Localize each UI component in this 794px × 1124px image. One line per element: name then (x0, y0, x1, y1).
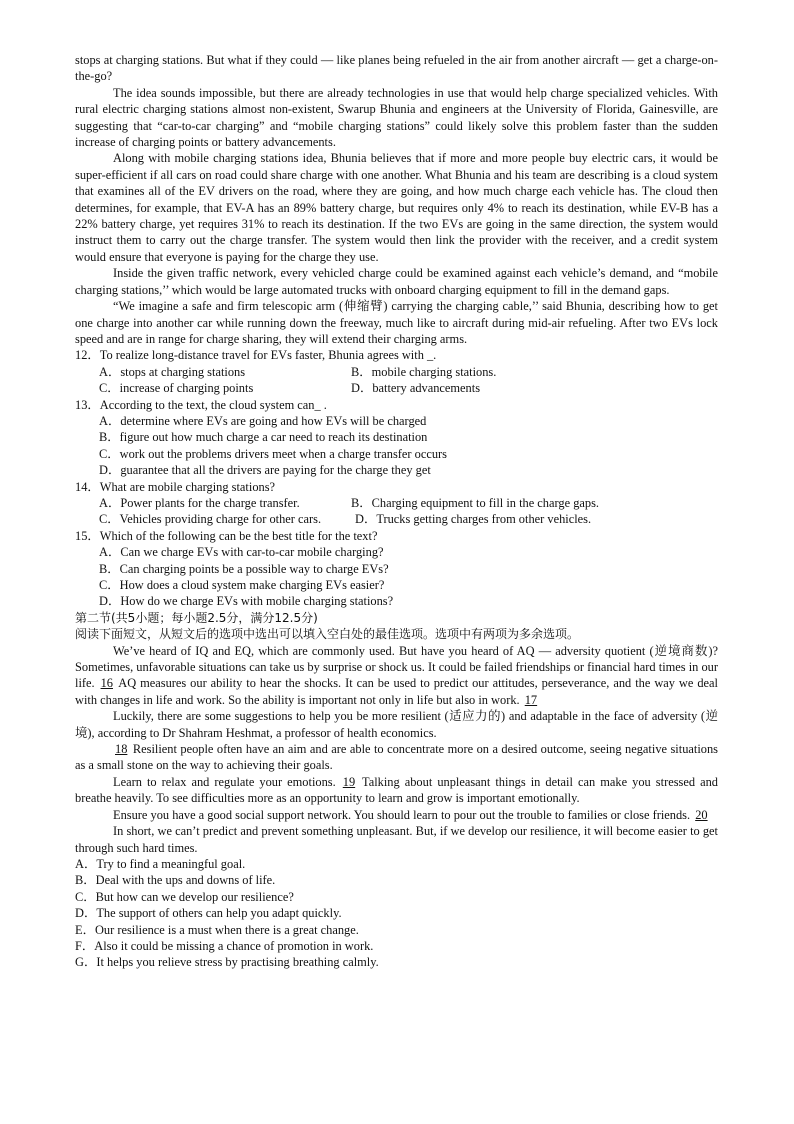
option-b[interactable]: B．Can charging points be a possible way to charge EVs? (99, 561, 389, 576)
passage-paragraph: The idea sounds impossible, but there are already technologies in use that would help charge specialized vehicles. With rural electric charging stations almost non-existent, Swarup Bhunia and engineers at the University of Florida, Gainesville, are suggesting that “car-to-car charging” and “mobile charging stations” could likely solve this problem faster than the sudden increase of charging points or battery advancements. (75, 85, 718, 150)
answer-option-b[interactable]: B．Deal with the ups and downs of life. (75, 873, 276, 888)
passage-paragraph: Luckily, there are some suggestions to help you be more resilient (适应力的) and adaptable in the face of adversity (逆境), according to Dr Shahram Heshmat, a professor of health economics. (75, 709, 718, 740)
passage-paragraph: Ensure you have a good social support network. You should learn to pour out the trouble to families or close friends. 20 (113, 807, 708, 822)
blank-16[interactable]: 16 (100, 676, 113, 691)
question-13-stem: 13．According to the text, the cloud system can_ . (75, 397, 327, 412)
document-page (75, 52, 718, 971)
answer-option-g[interactable]: G．It helps you relieve stress by practising breathing calmly. (75, 955, 379, 970)
answer-option-d[interactable]: D．The support of others can help you adapt quickly. (75, 906, 342, 921)
passage-paragraph: stops at charging stations. But what if they could — like planes being refueled in the air from another aircraft — get a charge-on-the-go? (75, 53, 718, 84)
answer-option-e[interactable]: E．Our resilience is a must when there is a great change. (75, 922, 359, 937)
passage-paragraph: “We imagine a safe and firm telescopic arm (伸缩臂) carrying the charging cable,’’ said Bhunia, describing how to get one charge into another car while running down the freeway, much like to aircraft during mid-air refueling. After two EVs lock speed and are in range for charge sharing, they will extend their charging arms. (75, 299, 718, 346)
blank-18[interactable]: 18 (115, 742, 128, 757)
section-heading: 第二节(共5小题；每小题2.5分，满分12.5分) (75, 610, 318, 625)
option-b[interactable]: B．figure out how much charge a car need to reach its destination (99, 430, 428, 445)
option-a[interactable]: A．Can we charge EVs with car-to-car mobile charging? (99, 545, 384, 560)
answer-option-a[interactable]: A．Try to find a meaningful goal. (75, 856, 246, 871)
option-b[interactable]: B．Charging equipment to fill in the charge gaps. (351, 495, 599, 510)
option-d[interactable]: D．Trucks getting charges from other vehicles. (355, 512, 592, 527)
option-a[interactable]: A．determine where EVs are going and how EVs will be charged (99, 413, 427, 428)
passage-paragraph: Inside the given traffic network, every vehicled charge could be examined against each vehicle’s demand, and “mobile charging stations,’’ which would be large automated trucks with onboard charging equipment to fill in the demand gaps. (75, 266, 718, 297)
passage-paragraph: Along with mobile charging stations idea, Bhunia believes that if more and more people buy electric cars, it would be super-efficient if all cars on road could share charge with one another. What Bhunia and his team are describing is a cloud system that examines all of the EV drivers on the road, where they are going, and how much charge each vehicle has. The cloud then determines, for example, that EV-A has an 89% battery charge, but requires only 4% to reach its destination, while EV-B has a 22% battery charge, yet requires 31% to reach its destination. If the two EVs are going in the same direction, the system would instruct them to carry out the charge transfer. The system would then link the provider with the receiver, and a credit system would ensure that everyone is paying for the charge they use. (75, 151, 718, 264)
passage-paragraph: In short, we can’t predict and prevent something unpleasant. But, if we develop our resilience, it will become easier to get through such hard times. (75, 824, 718, 855)
passage-paragraph: Learn to relax and regulate your emotions. 19 Talking about unpleasant things in detail can make you stressed and breathe heavily. To see difficulties more as an opportunity to learn and grow is important emotionally. (75, 774, 718, 806)
question-14-stem: 14．What are mobile charging stations? (75, 479, 276, 494)
section-instruction: 阅读下面短文，从短文后的选项中选出可以填入空白处的最佳选项。选项中有两项为多余选项。 (75, 627, 580, 642)
option-d[interactable]: D．How do we charge EVs with mobile charging stations? (99, 594, 394, 609)
question-12-options (75, 380, 718, 396)
question-14-options (75, 511, 718, 527)
option-a[interactable]: A．Power plants for the charge transfer. (99, 495, 300, 510)
answer-option-c[interactable]: C．But how can we develop our resilience? (75, 889, 294, 904)
option-c[interactable]: C．Vehicles providing charge for other cars. (99, 512, 322, 527)
option-c[interactable]: C．work out the problems drivers meet when a charge transfer occurs (99, 446, 447, 461)
passage-paragraph: 18 Resilient people often have an aim and are able to concentrate more on a desired outcome, seeing negative situations as a small stone on the way to achieving their goals. (75, 742, 718, 773)
blank-19[interactable]: 19 (342, 774, 356, 789)
option-d[interactable]: D．battery advancements (351, 381, 481, 396)
question-14-options (75, 495, 718, 511)
option-a[interactable]: A．stops at charging stations (99, 364, 246, 379)
blank-17[interactable]: 17 (524, 692, 538, 707)
question-12-stem: 12．To realize long-distance travel for EVs faster, Bhunia agrees with _. (75, 348, 437, 363)
option-d[interactable]: D．guarantee that all the drivers are paying for the charge they get (99, 463, 431, 478)
question-15-stem: 15．Which of the following can be the best title for the text? (75, 528, 378, 543)
passage-paragraph: We’ve heard of IQ and EQ, which are commonly used. But have you heard of AQ — adversity quotient (逆境商数)? Sometimes, unfavorable situations can take us by surprise or shock us. It could be failed friendships or financial hard times in our life. 16 AQ measures our ability to hear the shocks. It can be used to predict our attitudes, perseverance, and the way we deal with changes in life and work. So the ability is important not only in life but also in work. 17 (75, 643, 718, 707)
blank-20[interactable]: 20 (695, 807, 708, 822)
question-12-options (75, 364, 718, 380)
option-b[interactable]: B．mobile charging stations. (351, 364, 497, 379)
option-c[interactable]: C．How does a cloud system make charging EVs easier? (99, 578, 385, 592)
option-c[interactable]: C．increase of charging points (99, 381, 254, 396)
answer-option-f[interactable]: F．Also it could be missing a chance of promotion in work. (75, 938, 374, 953)
